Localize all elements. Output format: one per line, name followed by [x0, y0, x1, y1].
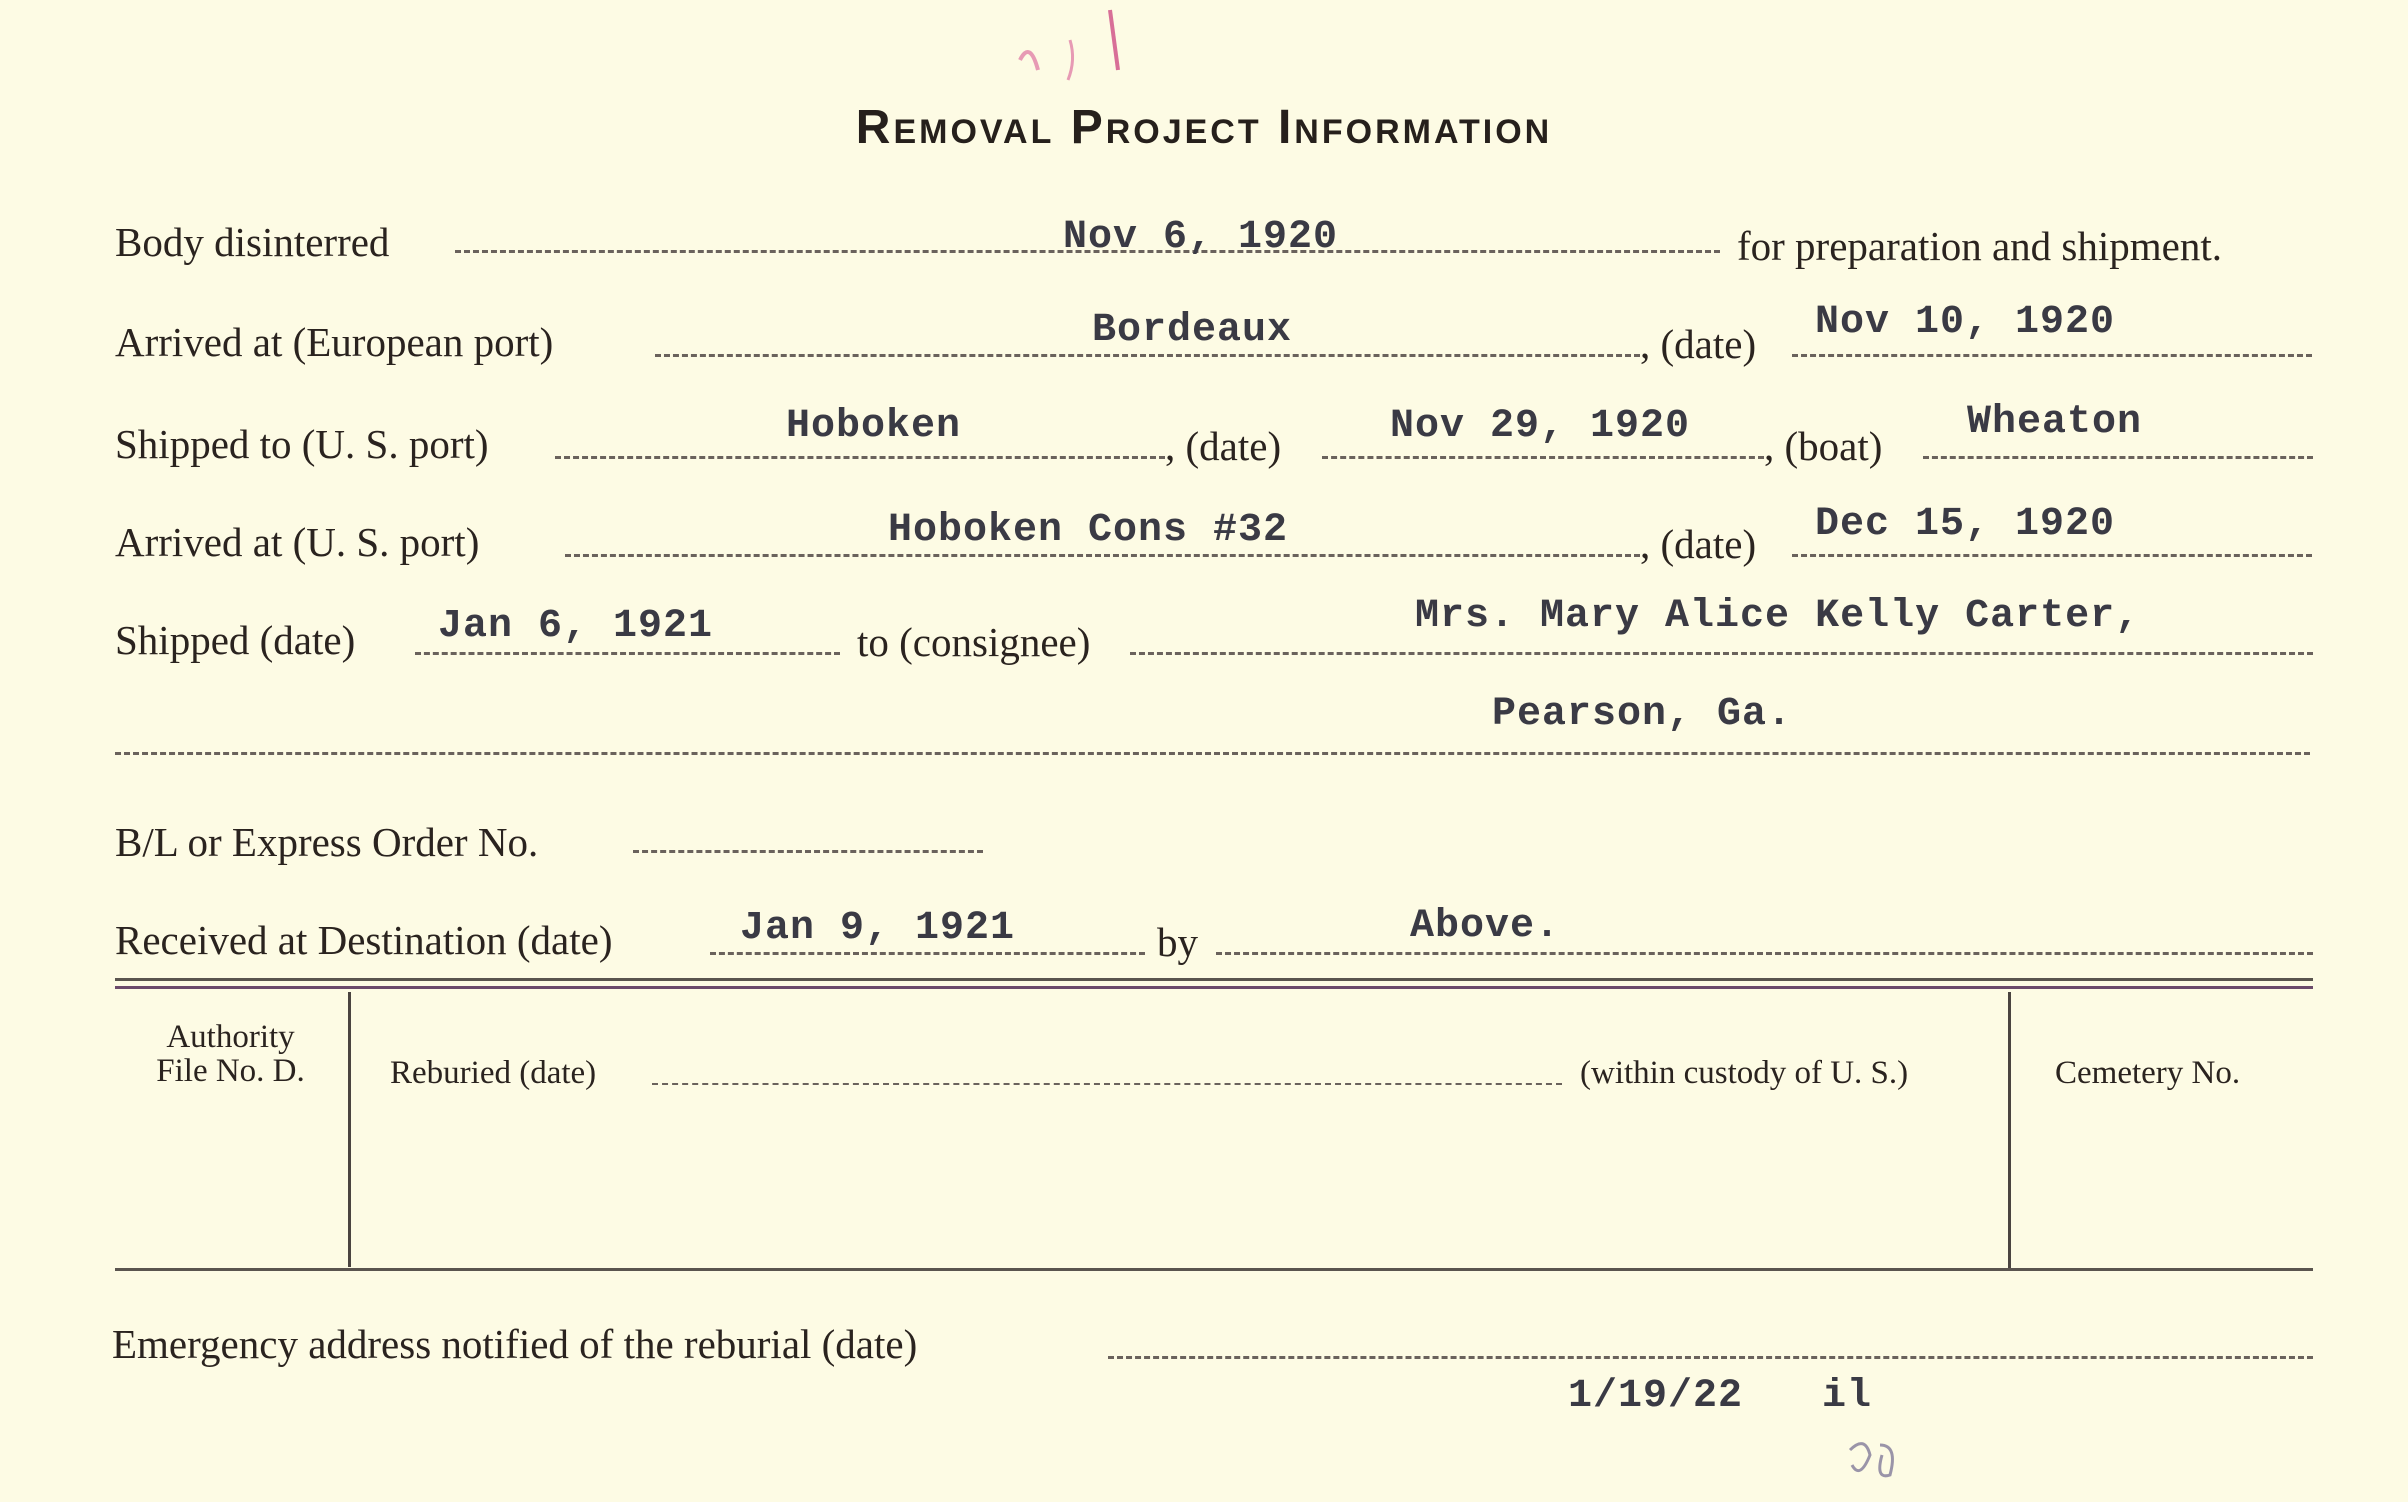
arrived-eu-date-label: , (date) [1640, 321, 1757, 367]
box-top-rule-2 [115, 986, 2313, 989]
ink-smudge-mark [1000, 0, 1180, 110]
page-title: Removal Project Information [855, 101, 1553, 154]
shipped-date-label: Shipped (date) [115, 617, 356, 663]
box-divider-left [348, 992, 351, 1267]
consignee-label: to (consignee) [857, 619, 1091, 665]
consignee-line-2 [115, 752, 2310, 755]
shipped-us-boat-label: , (boat) [1764, 423, 1883, 469]
arrived-eu-label: Arrived at (European port) [115, 319, 554, 365]
arrived-eu-date-line [1792, 354, 2312, 357]
consignee-line [1130, 652, 2313, 655]
custody-label: (within custody of U. S.) [1580, 1055, 1909, 1091]
arrived-us-value: Hoboken Cons #32 [888, 508, 1289, 553]
received-by-line [1216, 952, 2313, 955]
disinterred-suffix: for preparation and shipment. [1737, 223, 2223, 269]
cemetery-label: Cemetery No. [2055, 1055, 2241, 1091]
bl-label: B/L or Express Order No. [115, 819, 539, 865]
received-by-value: Above. [1410, 904, 1561, 949]
reburied-line [652, 1083, 1562, 1085]
shipped-us-date-label: , (date) [1165, 423, 1282, 469]
box-divider-right [2008, 992, 2011, 1270]
received-value: Jan 9, 1921 [740, 906, 1016, 951]
shipped-us-date-line [1322, 456, 1764, 459]
consignee-name: Mrs. Mary Alice Kelly Carter, [1415, 594, 2141, 639]
received-line [710, 952, 1145, 955]
received-label: Received at Destination (date) [115, 917, 613, 963]
arrived-eu-date: Nov 10, 1920 [1815, 300, 2116, 345]
emergency-line [1108, 1356, 2313, 1359]
box-top-rule-1 [115, 978, 2313, 981]
arrived-eu-value: Bordeaux [1092, 308, 1293, 353]
shipped-us-date: Nov 29, 1920 [1390, 404, 1691, 449]
arrived-us-line [565, 554, 1640, 557]
received-by-label: by [1157, 919, 1198, 965]
shipped-us-line [555, 456, 1165, 459]
disinterred-label: Body disinterred [115, 219, 390, 265]
authority-line-1: Authority [166, 1019, 295, 1055]
arrived-us-date-line [1792, 554, 2312, 557]
shipped-us-value: Hoboken [786, 404, 962, 449]
consignee-address: Pearson, Ga. [1492, 692, 1793, 737]
arrived-us-label: Arrived at (U. S. port) [115, 519, 480, 565]
shipped-date-line [415, 652, 840, 655]
bl-line [633, 850, 983, 853]
shipped-date-value: Jan 6, 1921 [438, 604, 714, 649]
disinterred-value: Nov 6, 1920 [1063, 215, 1339, 260]
pencil-scribble-mark [1840, 1430, 1910, 1490]
reburied-label: Reburied (date) [390, 1055, 597, 1091]
arrived-us-date: Dec 15, 1920 [1815, 502, 2116, 547]
shipped-us-boat-line [1923, 456, 2313, 459]
authority-line-2: File No. D. [156, 1053, 305, 1089]
box-bottom-rule [115, 1268, 2313, 1271]
emergency-label: Emergency address notified of the reburial (date) [112, 1321, 918, 1367]
authority-label [118, 1020, 343, 1088]
footer-initials: il [1822, 1374, 1873, 1419]
footer-date: 1/19/22 [1568, 1374, 1744, 1419]
shipped-us-boat: Wheaton [1967, 400, 2143, 445]
arrived-eu-line [655, 354, 1640, 357]
shipped-us-label: Shipped to (U. S. port) [115, 421, 489, 467]
arrived-us-date-label: , (date) [1640, 521, 1757, 567]
